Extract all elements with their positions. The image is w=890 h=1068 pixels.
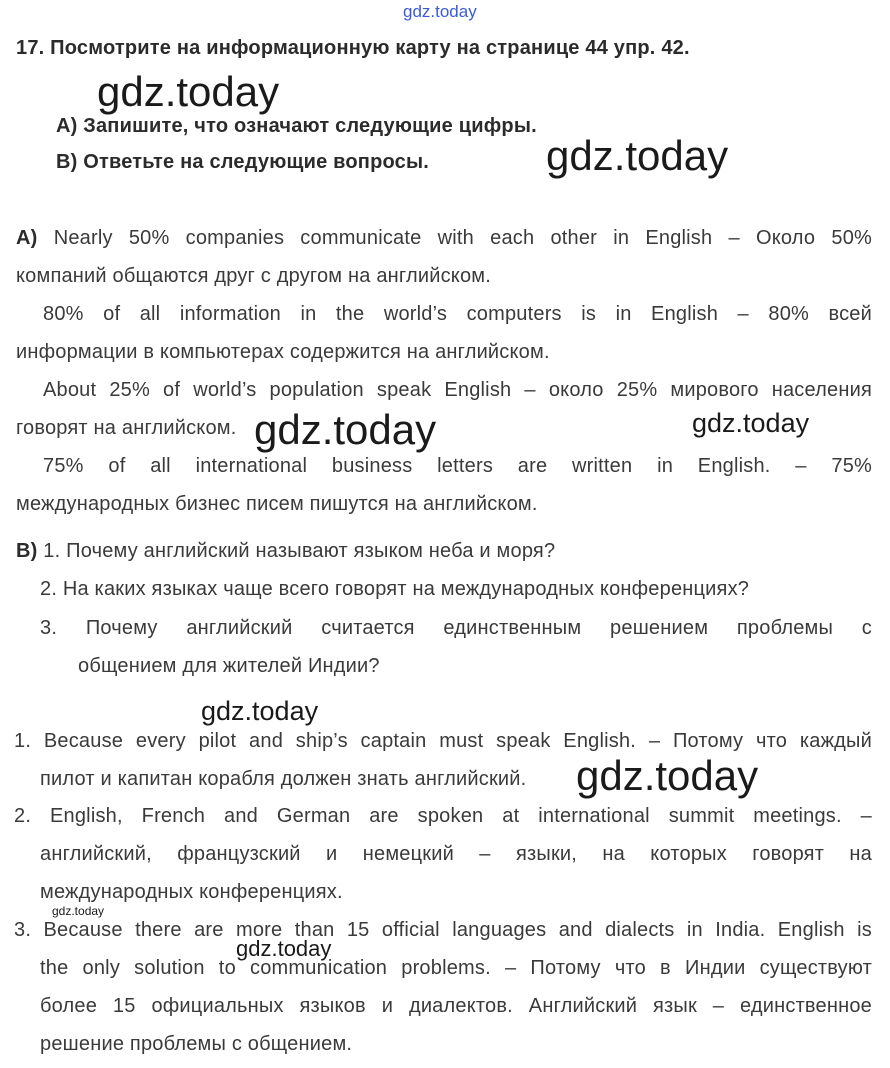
answer-a-line-2: компаний общаются друг с другом на английском. [16,265,491,287]
watermark-7: gdz.today [52,904,105,918]
answer-a-line-8: международных бизнес писем пишутся на английском. [16,493,538,515]
question-b-3-line-1: 3. Почему английский считается единственным решением проблемы с [40,617,872,639]
answer-b-3-line-3: более 15 официальных языков и диалектов. Английский язык – единственное [40,995,872,1017]
answer-b-2-line-2: английский, французский и немецкий – языки, на которых говорят на [40,843,872,865]
watermark-top: gdz.today [403,2,477,21]
watermark-4: gdz.today [692,408,810,438]
question-b-2: 2. На каких языках чаще всего говорят на международных конференциях? [40,578,750,600]
watermark-6: gdz.today [576,752,759,799]
question-b-1: B) 1. Почему английский называют языком неба и моря? [16,540,556,562]
watermark-8: gdz.today [236,936,332,961]
answer-b-1-line-2: пилот и капитан корабля должен знать английский. [40,768,527,790]
answer-b-2-line-1: 2. English, French and German are spoken at international summit meetings. – [14,805,872,827]
answer-b-3-line-2: the only solution to communication problems. – Потому что в Индии существуют [40,957,872,979]
question-b-label: B) [16,540,38,562]
answer-a-label: A) [16,227,38,249]
answer-a-line-7: 75% of all international business letters are written in English. – 75% [43,455,872,477]
watermark-3: gdz.today [254,406,437,453]
task-part-b: B) Ответьте на следующие вопросы. [56,151,430,173]
question-b-3-line-2: общением для жителей Индии? [78,655,380,677]
watermark-1: gdz.today [97,68,280,115]
task-part-a: A) Запишите, что означают следующие цифры. [56,115,537,137]
answer-b-3-line-4: решение проблемы с общением. [40,1033,353,1055]
answer-b-2-line-3: международных конференциях. [40,881,343,903]
answer-a-line-1: A) Nearly 50% companies communicate with each other in English – Около 50% [16,227,872,249]
answer-b-1-line-1: 1. Because every pilot and ship’s captain must speak English. – Потому что каждый [14,730,872,752]
watermark-2: gdz.today [546,132,729,179]
watermark-5: gdz.today [201,696,319,726]
answer-a-line-3: 80% of all information in the world’s computers is in English – 80% всей [43,303,872,325]
answer-a-line-4: информации в компьютерах содержится на английском. [16,341,550,363]
answer-b-3-line-1: 3. Because there are more than 15 official languages and dialects in India. English is [14,919,872,941]
task-title: 17. Посмотрите на информационную карту на странице 44 упр. 42. [16,37,690,59]
answer-a-line-6: говорят на английском. [16,417,237,439]
answer-a-line-5: About 25% of world’s population speak English – около 25% мирового населения [43,379,872,401]
